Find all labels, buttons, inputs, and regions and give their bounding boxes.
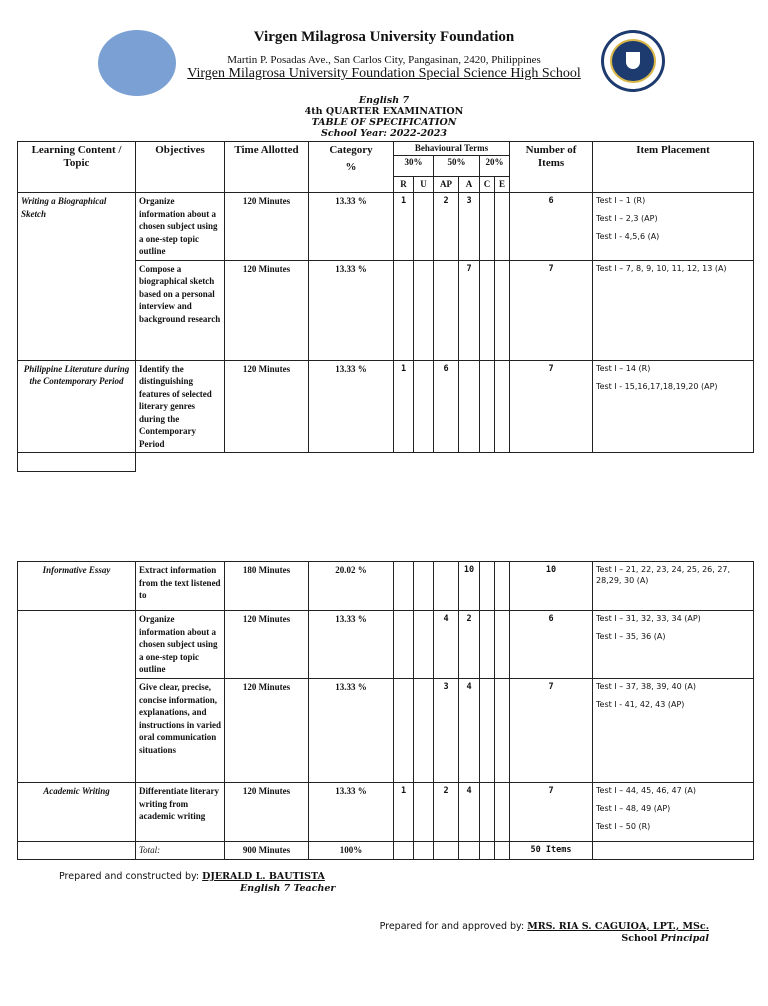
c-cell: [480, 783, 495, 842]
time-cell: 120 Minutes: [225, 679, 309, 783]
category-cell: 20.02 %: [309, 562, 394, 611]
placement-cell: Test I – 1 (R) Test I – 2,3 (AP) Test I - 4,5,6 (A): [593, 193, 754, 261]
objective-cell: Organize information about a chosen subject using a one-step topic outline: [136, 611, 225, 679]
topic-cell: Writing a Biographical Sketch: [18, 193, 136, 361]
a-cell: 4: [459, 679, 480, 783]
items-cell: 10: [510, 562, 593, 611]
ap-header: AP: [434, 177, 459, 193]
ap-cell: [434, 562, 459, 611]
category-cell: 13.33 %: [309, 783, 394, 842]
total-time: 900 Minutes: [225, 842, 309, 860]
c-cell: [480, 562, 495, 611]
university-name: Virgen Milagrosa University Foundation: [253, 29, 515, 45]
topic-cell: Philippine Literature during the Contemporary Period: [18, 360, 136, 453]
table-row: [18, 193, 754, 261]
a-cell: [459, 360, 480, 453]
preparer-name: DJERALD L. BAUTISTA: [202, 871, 325, 882]
u-cell: [414, 360, 434, 453]
objective-cell: Identify the distinguishing features of selected literary genres during the Contemporary Period: [136, 360, 225, 453]
placement-cell: Test I – 14 (R) Test I - 15,16,17,18,19,20 (AP): [593, 360, 754, 453]
subject-title: English 7: [358, 95, 410, 106]
total-category: 100%: [309, 842, 394, 860]
u-cell: [414, 679, 434, 783]
category-cell: 13.33 %: [309, 679, 394, 783]
ap-cell: 2: [434, 783, 459, 842]
c-cell: [480, 260, 495, 360]
a-header: A: [459, 177, 480, 193]
placement-cell: Test I – 21, 22, 23, 24, 25, 26, 27, 28,29, 30 (A): [593, 562, 754, 611]
c-cell: [480, 611, 495, 679]
e-cell: [495, 679, 510, 783]
number-of-items-header: Number of Items: [510, 142, 593, 193]
e-cell: [495, 360, 510, 453]
r-cell: 1: [394, 783, 414, 842]
a-cell: 3: [459, 193, 480, 261]
total-items: 50 Items: [510, 842, 593, 860]
university-address: Martin P. Posadas Ave., San Carlos City, Pangasinan, 2420, Philippines: [227, 54, 541, 66]
a-cell: 7: [459, 260, 480, 360]
placement-cell: Test I – 37, 38, 39, 40 (A) Test I - 41, 42, 43 (AP): [593, 679, 754, 783]
exam-title: 4th QUARTER EXAMINATION: [304, 106, 464, 117]
ap-cell: 6: [434, 360, 459, 453]
time-cell: 120 Minutes: [225, 360, 309, 453]
e-cell: [495, 783, 510, 842]
approved-by: Prepared for and approved by: MRS. RIA S. CAGUIOA, LPT., MSc.: [379, 921, 709, 932]
e-cell: [495, 562, 510, 611]
time-cell: 120 Minutes: [225, 193, 309, 261]
pct-50-header: 50%: [434, 156, 480, 177]
prepared-by: Prepared and constructed by: DJERALD L. BAUTISTA: [59, 871, 325, 882]
pct-30-header: 30%: [394, 156, 434, 177]
table-row: [18, 679, 754, 783]
time-cell: 120 Minutes: [225, 783, 309, 842]
placement-cell: Test I – 31, 32, 33, 34 (AP) Test I – 35, 36 (A): [593, 611, 754, 679]
u-cell: [414, 260, 434, 360]
items-cell: 6: [510, 193, 593, 261]
objectives-header: Objectives: [136, 142, 225, 193]
approver-role: School Principal: [621, 933, 709, 944]
ap-cell: 2: [434, 193, 459, 261]
item-placement-header: Item Placement: [593, 142, 754, 193]
r-cell: [394, 611, 414, 679]
u-cell: [414, 783, 434, 842]
a-cell: 4: [459, 783, 480, 842]
c-cell: [480, 193, 495, 261]
approver-name: MRS. RIA S. CAGUIOA, LPT., MSc.: [527, 921, 709, 932]
ap-cell: 4: [434, 611, 459, 679]
time-allotted-header: Time Allotted: [225, 142, 309, 193]
doc-title: TABLE OF SPECIFICATION: [311, 117, 457, 128]
objective-cell: Extract information from the text listened to: [136, 562, 225, 611]
u-cell: [414, 193, 434, 261]
items-cell: 7: [510, 360, 593, 453]
behavioural-terms-header: Behavioural Terms: [394, 142, 510, 156]
table-row: [18, 611, 754, 679]
total-row: [18, 842, 754, 860]
school-name: Virgen Milagrosa University Foundation Special Science High School: [187, 66, 581, 81]
category-cell: 13.33 %: [309, 611, 394, 679]
ap-cell: [434, 260, 459, 360]
r-cell: [394, 679, 414, 783]
learning-content-header: Learning Content / Topic: [18, 142, 136, 193]
pct-20-header: 20%: [480, 156, 510, 177]
time-cell: 120 Minutes: [225, 611, 309, 679]
topic-cell: Academic Writing: [18, 783, 136, 842]
category-header: Category %: [309, 142, 394, 193]
c-cell: [480, 679, 495, 783]
spec-table-part1: [17, 141, 754, 472]
placement-cell: Test I – 44, 45, 46, 47 (A) Test I – 48, 49 (AP) Test I – 50 (R): [593, 783, 754, 842]
preparer-role: English 7 Teacher: [240, 883, 336, 894]
r-cell: 1: [394, 360, 414, 453]
placement-cell: Test I – 7, 8, 9, 10, 11, 12, 13 (A): [593, 260, 754, 360]
r-cell: [394, 260, 414, 360]
category-cell: 13.33 %: [309, 260, 394, 360]
category-cell: 13.33 %: [309, 193, 394, 261]
school-year: School Year: 2022-2023: [321, 128, 447, 139]
u-cell: [414, 611, 434, 679]
total-label: Total:: [136, 842, 225, 860]
r-cell: [394, 562, 414, 611]
r-header: R: [394, 177, 414, 193]
table-row: [18, 360, 754, 453]
objective-cell: Compose a biographical sketch based on a personal interview and background research: [136, 260, 225, 360]
a-cell: 2: [459, 611, 480, 679]
spec-table-part2: [17, 561, 754, 860]
items-cell: 7: [510, 260, 593, 360]
table-row: [18, 562, 754, 611]
ap-cell: 3: [434, 679, 459, 783]
table-row: [18, 783, 754, 842]
objective-cell: Differentiate literary writing from academic writing: [136, 783, 225, 842]
e-header: E: [495, 177, 510, 193]
c-cell: [480, 360, 495, 453]
a-cell: 10: [459, 562, 480, 611]
r-cell: 1: [394, 193, 414, 261]
time-cell: 120 Minutes: [225, 260, 309, 360]
objective-cell: Give clear, precise, concise information, explanations, and instructions in varied oral communication situations: [136, 679, 225, 783]
e-cell: [495, 193, 510, 261]
topic-cell: Informative Essay: [18, 562, 136, 611]
u-cell: [414, 562, 434, 611]
objective-cell: Organize information about a chosen subject using a one-step topic outline: [136, 193, 225, 261]
time-cell: 180 Minutes: [225, 562, 309, 611]
category-cell: 13.33 %: [309, 360, 394, 453]
e-cell: [495, 611, 510, 679]
c-header: C: [480, 177, 495, 193]
u-header: U: [414, 177, 434, 193]
e-cell: [495, 260, 510, 360]
items-cell: 7: [510, 679, 593, 783]
items-cell: 6: [510, 611, 593, 679]
items-cell: 7: [510, 783, 593, 842]
